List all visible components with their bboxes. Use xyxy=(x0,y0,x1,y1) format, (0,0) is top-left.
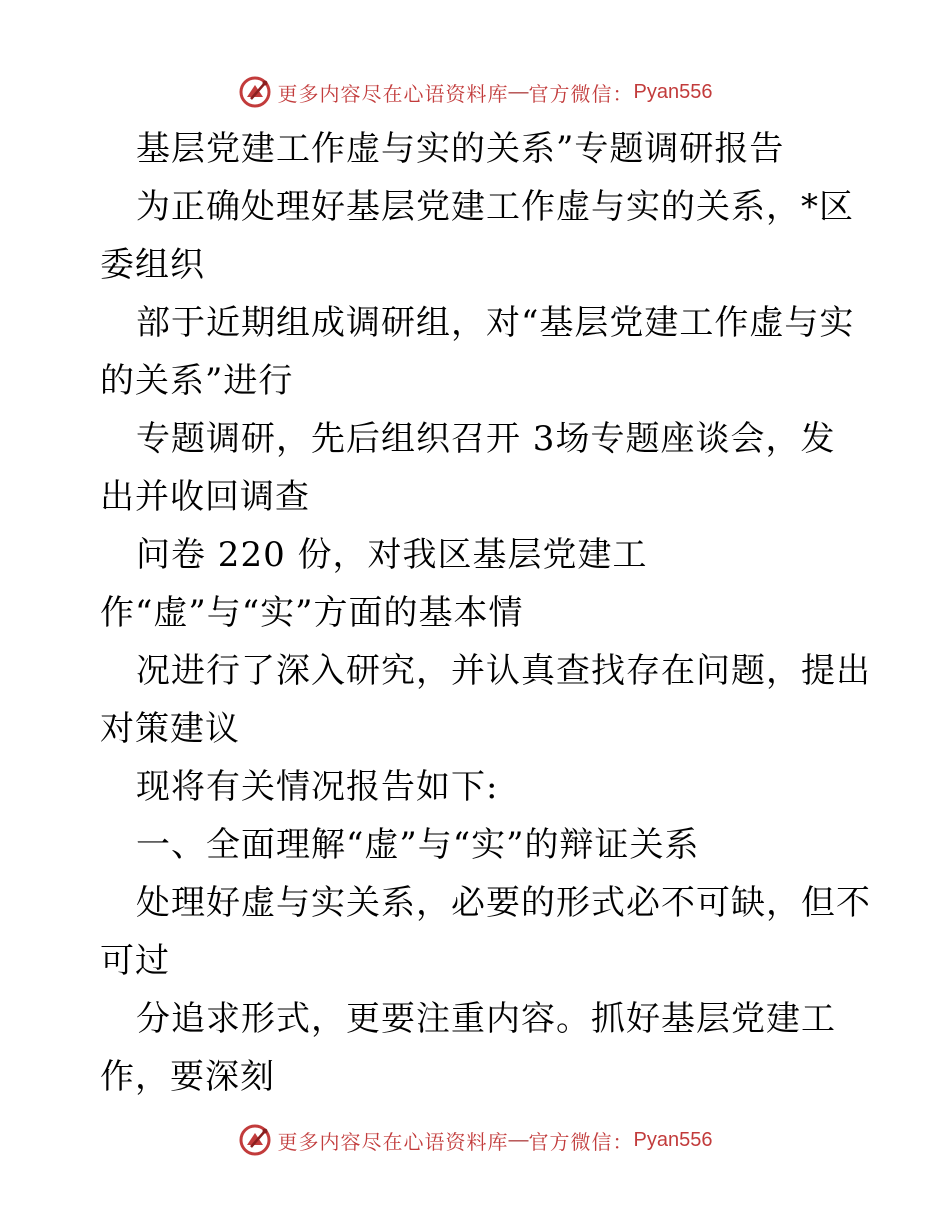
footer-banner xyxy=(0,1120,950,1160)
banner-contact-label: 官方微信： xyxy=(528,1129,634,1154)
document-line: 基层党建工作虚与实的关系”专题调研报告 xyxy=(136,129,785,169)
document-line: 可过 xyxy=(100,941,170,981)
document-line: 为正确处理好基层党建工作虚与实的关系，*区 xyxy=(136,187,854,227)
banner-contact-label: 官方微信： xyxy=(528,81,634,106)
banner-brand-text: 更多内容尽在心语资料库 xyxy=(277,81,509,106)
banner-dash: — xyxy=(508,80,529,103)
document-line: 问卷 220 份，对我区基层党建工 xyxy=(136,535,648,575)
document-line: 专题调研，先后组织召开 3场专题座谈会，发 xyxy=(136,419,836,459)
document-line: 的关系”进行 xyxy=(100,361,294,401)
document-line: 作“虚”与“实”方面的基本情 xyxy=(100,593,524,633)
document-line: 对策建议 xyxy=(100,709,240,749)
document-line: 一、全面理解“虚”与“实”的辩证关系 xyxy=(136,825,700,865)
document-line: 作，要深刻 xyxy=(100,1057,275,1097)
document-body xyxy=(100,120,871,1106)
banner-account: Pyan556 xyxy=(633,80,713,103)
header-banner xyxy=(0,72,950,112)
seal-logo-icon xyxy=(238,1123,272,1157)
document-line: 处理好虚与实关系，必要的形式必不可缺，但不 xyxy=(136,883,871,923)
document-line: 现将有关情况报告如下: xyxy=(136,767,499,807)
document-line: 委组织 xyxy=(100,245,205,285)
banner-brand-text: 更多内容尽在心语资料库 xyxy=(277,1129,509,1154)
document-line: 部于近期组成调研组，对“基层党建工作虚与实 xyxy=(136,303,855,343)
banner-dash: — xyxy=(508,1128,529,1151)
seal-logo-icon xyxy=(238,75,272,109)
banner-account: Pyan556 xyxy=(633,1128,713,1151)
document-line: 况进行了深入研究，并认真查找存在问题，提出 xyxy=(136,651,871,691)
document-line: 分追求形式，更要注重内容。抓好基层党建工 xyxy=(136,999,836,1039)
document-line: 出并收回调查 xyxy=(100,477,310,517)
